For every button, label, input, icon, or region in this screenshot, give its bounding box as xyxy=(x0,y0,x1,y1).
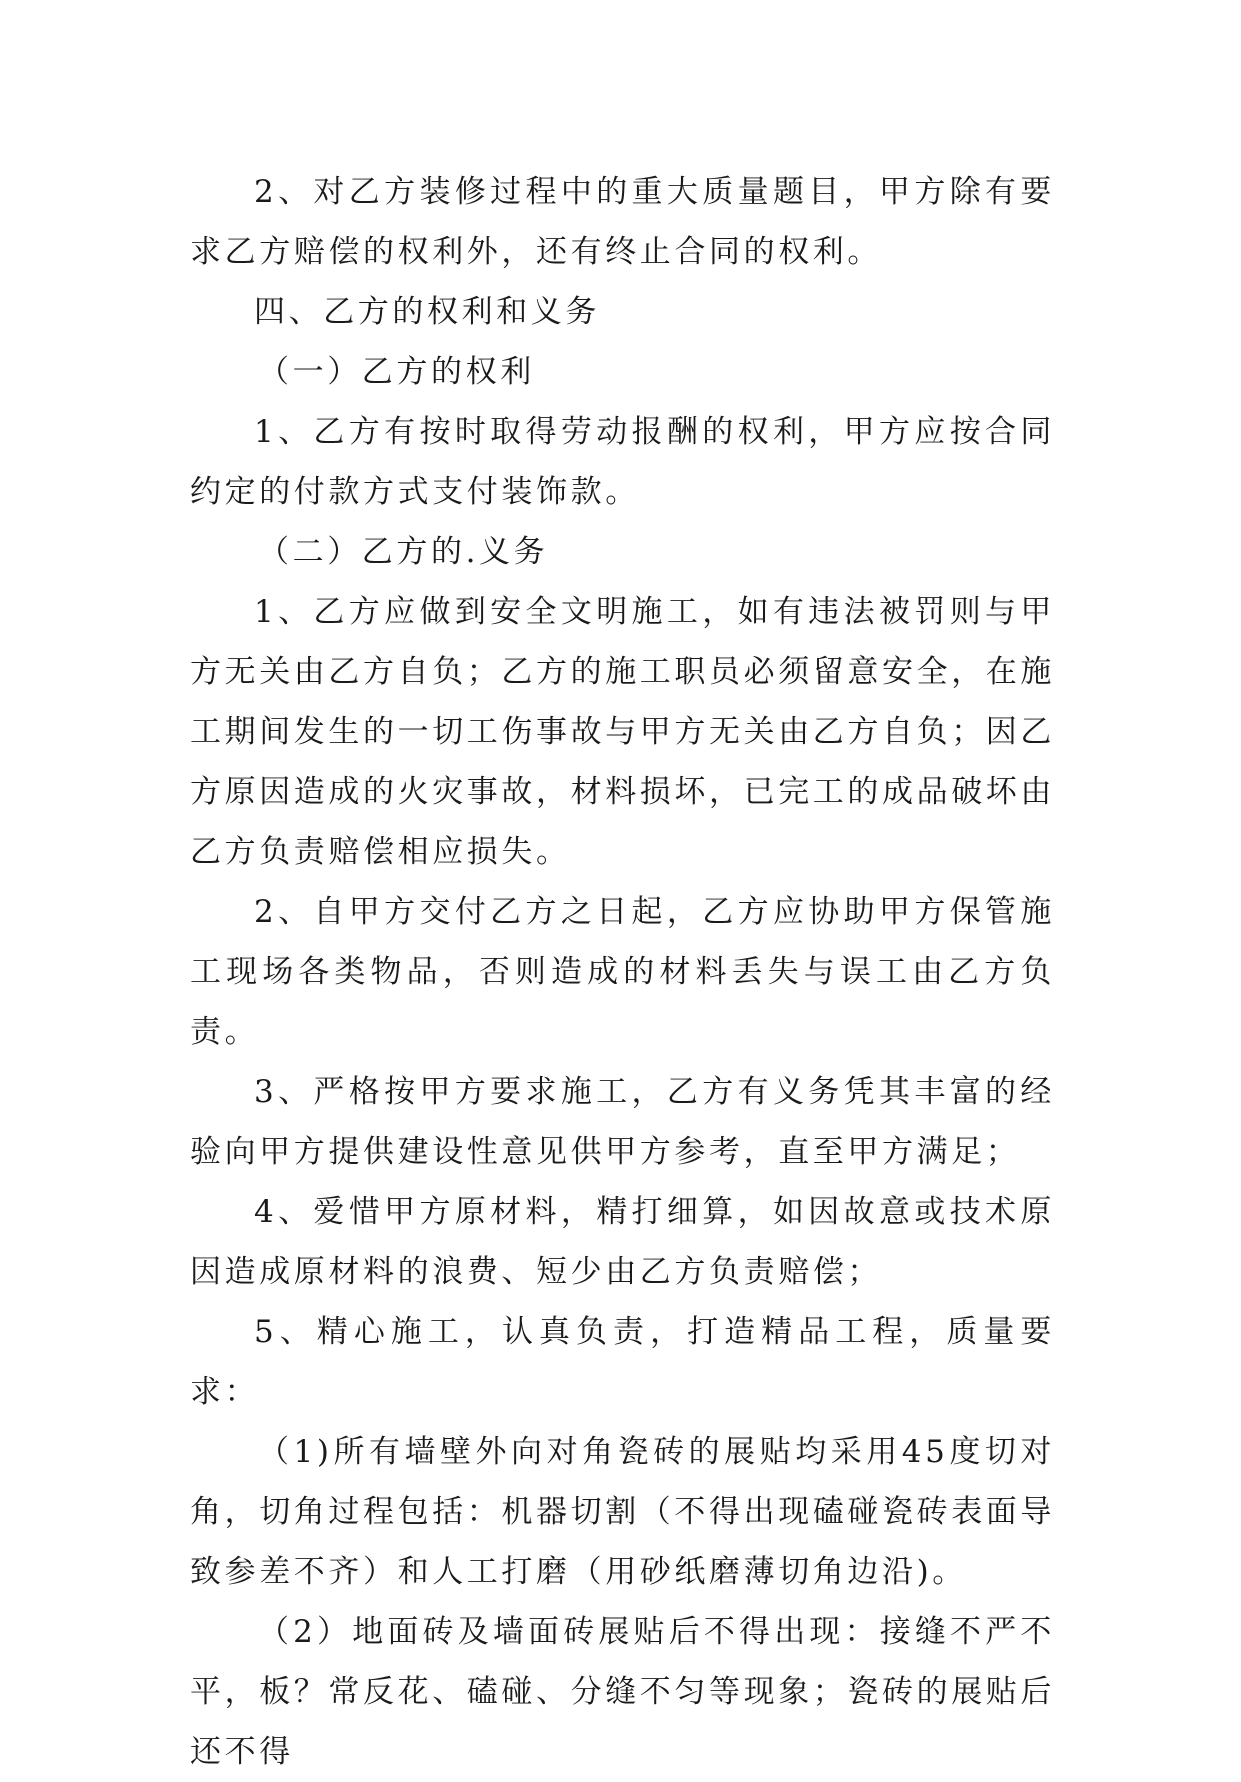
subsection-heading-party-b-duties: （二）乙方的.义务 xyxy=(258,534,549,570)
paragraph-item-2-quality: 2、对乙方装修过程中的重大质量题目，甲方除有要求乙方赔偿的权利外，还有终止合同的权利。 xyxy=(190,174,1055,270)
paragraph-duties-item-4: 4、爱惜甲方原材料，精打细算，如因故意或技术原因造成原材料的浪费、短少由乙方负责赔偿； xyxy=(190,1194,1055,1290)
paragraph-duties-item-5: 5、精心施工，认真负责，打造精品工程，质量要求： xyxy=(190,1314,1055,1410)
paragraph-rights-item-1: 1、乙方有按时取得劳动报酬的权利，甲方应按合同约定的付款方式支付装饰款。 xyxy=(190,414,1055,510)
paragraph-quality-requirement-1: （1)所有墙壁外向对角瓷砖的展贴均采用45度切对角，切角过程包括：机器切割（不得出现磕碰瓷砖表面导致参差不齐）和人工打磨（用砂纸磨薄切角边沿)。 xyxy=(190,1434,1055,1590)
section-heading-party-b-rights-duties: 四、乙方的权利和义务 xyxy=(254,294,600,330)
paragraph-duties-item-1: 1、乙方应做到安全文明施工，如有违法被罚则与甲方无关由乙方自负；乙方的施工职员必须留意安全，在施工期间发生的一切工伤事故与甲方无关由乙方自负；因乙方原因造成的火灾事故，材料损坏，已完工的成品破坏由乙方负责赔偿相应损失。 xyxy=(190,594,1055,870)
document-body xyxy=(190,162,1055,1782)
paragraph-quality-requirement-2: （2）地面砖及墙面砖展贴后不得出现：接缝不严不平，板？常反花、磕碰、分缝不匀等现象；瓷砖的展贴后还不得 xyxy=(190,1614,1055,1770)
paragraph-duties-item-2: 2、自甲方交付乙方之日起，乙方应协助甲方保管施工现场各类物品，否则造成的材料丢失与误工由乙方负责。 xyxy=(190,894,1055,1050)
subsection-heading-party-b-rights: （一）乙方的权利 xyxy=(258,354,535,390)
paragraph-duties-item-3: 3、严格按甲方要求施工，乙方有义务凭其丰富的经验向甲方提供建设性意见供甲方参考，直至甲方满足； xyxy=(190,1074,1055,1170)
